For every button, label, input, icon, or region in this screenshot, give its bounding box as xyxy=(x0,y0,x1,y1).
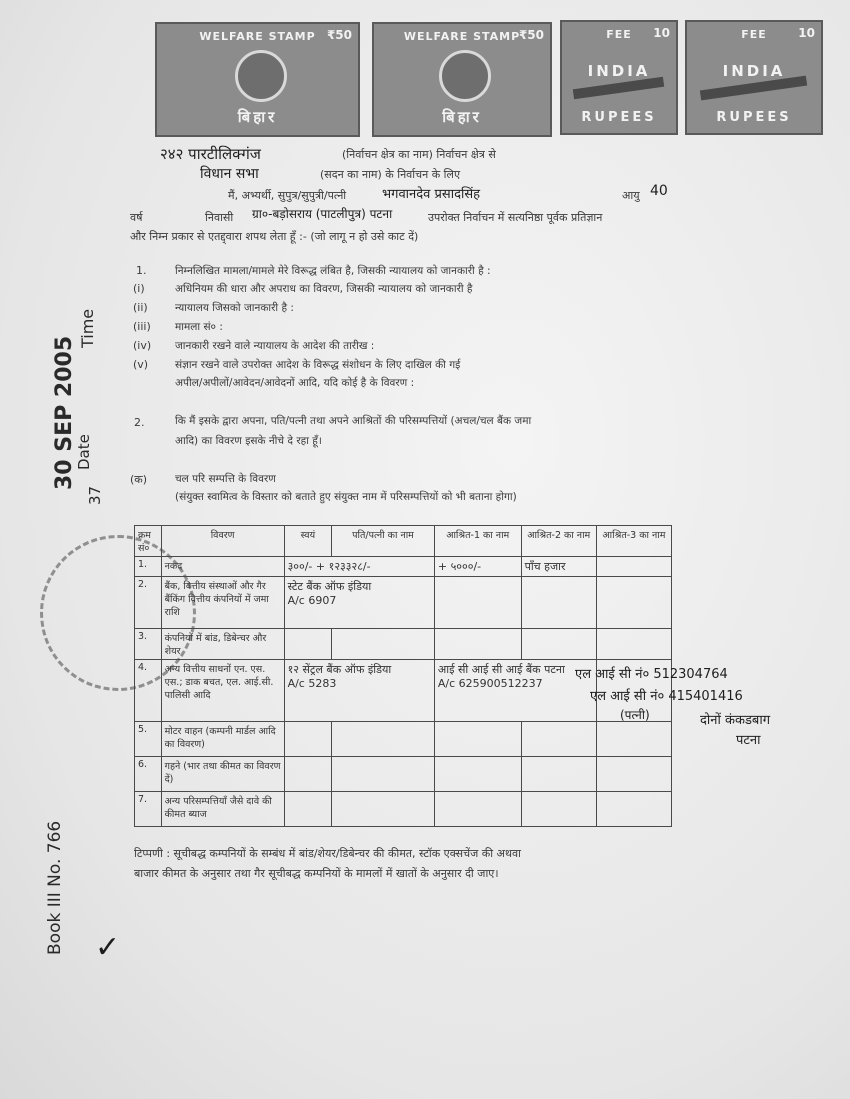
checkmark-icon: ✓ xyxy=(95,930,121,965)
footnote-line-2: बाजार कीमत के अनुसार तथा गैर सूचीबद्ध कम्पनियों के मामलों में खातों के अनुसार दी जाए। xyxy=(134,867,499,880)
table-row xyxy=(135,792,672,827)
fee-stamp-2 xyxy=(685,20,823,135)
section-ka-title: चल परि सम्पत्ति के विवरण xyxy=(175,473,276,485)
bank-name: स्टेट बैंक ऑफ इंडिया xyxy=(287,580,372,593)
table-row xyxy=(135,557,672,577)
row-self-value xyxy=(284,577,434,629)
received-date-stamp: 30 SEP 2005 xyxy=(52,335,77,490)
table-row xyxy=(135,722,672,757)
item-v-number: (v) xyxy=(133,358,149,371)
header-dependent-1: आश्रित-1 का नाम xyxy=(434,526,521,557)
section-2-number: 2. xyxy=(134,416,145,429)
house-label: (सदन का नाम) के निर्वाचन के लिए xyxy=(320,168,461,181)
stamp-title: WELFARE STAMP xyxy=(403,30,521,43)
emblem-icon xyxy=(439,50,491,102)
account-number: A/c 6907 xyxy=(287,594,337,607)
oath-text: और निम्न प्रकार से एतद्द्वारा शपथ लेता हूँ :- (जो लागू न हो उसे काट दें) xyxy=(130,230,419,243)
row-dependent-1-value xyxy=(434,577,521,629)
item-ii-number: (ii) xyxy=(133,301,148,314)
lic-note-spouse: (पत्नी) xyxy=(620,708,650,722)
row-description: मोटर वाहन (कम्पनी मार्डल आदि का विवरण) xyxy=(161,722,284,757)
row-dependent-1-value xyxy=(434,792,521,827)
lic-policy-1: एल आई सी नं० 512304764 xyxy=(575,667,728,682)
row-dependent-2-value xyxy=(521,757,596,792)
stamp-country: INDIA xyxy=(587,62,651,80)
row-description: बैंक, वित्तीय संस्थाओं और गैर बैंकिंग वित्तीय कंपनियों में जमा राशि xyxy=(161,577,284,629)
year-label: वर्ष xyxy=(130,211,143,224)
row-description: नकद xyxy=(161,557,284,577)
stamp-title: FEE xyxy=(741,28,767,41)
table-header-row xyxy=(135,526,672,557)
item-iv-number: (iv) xyxy=(133,339,152,352)
stamp-title: FEE xyxy=(606,28,632,41)
row-self-value xyxy=(284,629,332,660)
row-dependent-1-value xyxy=(434,722,521,757)
row-dependent-3-value xyxy=(596,629,671,660)
stamp-title: WELFARE STAMP xyxy=(199,30,316,43)
section-ka-subtitle: (संयुक्त स्वामित्व के विस्तार को बताते हुए संयुक्त नाम में परिसम्पत्तियों को भी बताना होगा) xyxy=(175,491,517,503)
row-dependent-1-value xyxy=(434,629,521,660)
row-dependent-2-value xyxy=(521,722,596,757)
header-spouse: पति/पत्नी का नाम xyxy=(332,526,435,557)
fee-stamp-1 xyxy=(560,20,678,135)
row-dependent-3-value xyxy=(596,722,671,757)
bank-name: आई सी आई सी आई बैंक पटना xyxy=(437,663,565,676)
footnote-line-1: टिप्पणी : सूचीबद्ध कम्पनियों के सम्बंध में बांड/शेयर/डिबेन्चर की कीमत, स्टॉक एक्सचेंज की अथवा xyxy=(134,847,521,860)
header-serial: क्रम सं० xyxy=(135,526,162,557)
stamp-state: बिहार xyxy=(237,108,278,126)
header-dependent-3: आश्रित-3 का नाम xyxy=(596,526,671,557)
row-serial: 3. xyxy=(135,629,162,660)
table-row xyxy=(135,757,672,792)
lic-policy-2: एल आई सी नं० 415401416 xyxy=(590,689,743,704)
row-dependent-3-value xyxy=(596,557,671,577)
table-row xyxy=(135,577,672,629)
section-1-number: 1. xyxy=(136,264,147,277)
row-self-value xyxy=(284,660,434,722)
row-dependent-1-value xyxy=(434,660,596,722)
row-dependent-2-value: पाँच हजार xyxy=(521,557,596,577)
row-serial: 4. xyxy=(135,660,162,722)
section-2-text: कि मैं इसके द्वारा अपना, पति/पत्नी तथा अपने आश्रितों की परिसम्पत्तियों (अचल/चल बैंक जमा xyxy=(175,415,532,427)
constituency-handwritten: २४२ पारटीलिक्गंज xyxy=(160,145,261,163)
stamp-denomination: 10 xyxy=(653,26,670,40)
lic-note-location: दोनों कंकडबाग xyxy=(700,713,771,728)
cancellation-mark xyxy=(573,77,665,100)
table-row xyxy=(135,629,672,660)
row-dependent-1-value xyxy=(434,757,521,792)
section-2-text-continued: आदि) का विवरण इसके नीचे दे रहा हूँ। xyxy=(175,435,322,447)
row-self-value: ३००/- + १२३३२८/- xyxy=(284,557,434,577)
candidate-label: मैं, अभ्यर्थी, सुपुत्र/सुपुत्री/पत्नी xyxy=(228,189,347,202)
item-v-continuation: अपील/अपीलों/आवेदन/आवेदनों आदि, यदि कोई है के विवरण : xyxy=(175,377,415,389)
account-number: A/c 5283 xyxy=(287,677,337,690)
address-handwritten: ग्रा०-बड़ोसराय (पाटलीपुत्र) पटना xyxy=(252,207,393,221)
header-description: विवरण xyxy=(161,526,284,557)
stamp-state: बिहार xyxy=(442,108,482,126)
row-self-value xyxy=(284,792,332,827)
book-number: Book III No. 766 xyxy=(45,820,65,955)
row-dependent-3-value xyxy=(596,792,671,827)
row-dependent-3-value xyxy=(596,577,671,629)
item-iii-number: (iii) xyxy=(133,320,151,333)
constituency-label: (निर्वाचन क्षेत्र का नाम) निर्वाचन क्षेत्र से xyxy=(342,148,496,161)
row-dependent-3-value xyxy=(596,757,671,792)
row-description: अन्य परिसम्पत्तियाँ जैसे दावे की कीमत ब्याज xyxy=(161,792,284,827)
stamp-country: INDIA xyxy=(722,62,786,80)
item-iv-text: जानकारी रखने वाले न्यायालय के आदेश की तारीख : xyxy=(175,340,375,352)
item-i-number: (i) xyxy=(133,282,145,295)
row-self-value xyxy=(284,722,332,757)
row-spouse-value xyxy=(332,722,435,757)
row-spouse-value xyxy=(332,792,435,827)
section-1-text: निम्नलिखित मामला/मामले मेरे विरूद्ध लंबित है, जिसकी न्यायालय को जानकारी है : xyxy=(175,265,491,277)
row-dependent-2-value xyxy=(521,792,596,827)
row-dependent-2-value xyxy=(521,577,596,629)
row-serial: 5. xyxy=(135,722,162,757)
row-dependent-2-value xyxy=(521,629,596,660)
row-serial: 1. xyxy=(135,557,162,577)
welfare-stamp-1 xyxy=(155,22,360,137)
row-self-value xyxy=(284,757,332,792)
item-v-text: संज्ञान रखने वाले उपरोक्त आदेश के विरूद्ध संशोधन के लिए दाखिल की गई xyxy=(175,359,461,371)
item-i-text: अधिनियम की धारा और अपराध का विवरण, जिसकी न्यायालय को जानकारी है xyxy=(175,283,473,295)
date-label: Date xyxy=(75,434,93,470)
age-handwritten: 40 xyxy=(650,183,668,199)
row-serial: 7. xyxy=(135,792,162,827)
row-description: अन्य वित्तीय साधनों एन. एस. एस.; डाक बचत, एल. आई.सी. पालिसी आदि xyxy=(161,660,284,722)
candidate-name-handwritten: भगवानदेव प्रसादसिंह xyxy=(382,187,481,202)
age-label: आयु xyxy=(622,189,640,202)
stamp-denomination: ₹50 xyxy=(518,28,544,42)
row-serial: 2. xyxy=(135,577,162,629)
stamp-currency: RUPEES xyxy=(581,110,657,125)
row-spouse-value xyxy=(332,629,435,660)
resident-label: निवासी xyxy=(205,211,234,224)
row-serial: 6. xyxy=(135,757,162,792)
welfare-stamp-2 xyxy=(372,22,552,137)
item-ii-text: न्यायालय जिसको जानकारी है : xyxy=(175,302,294,314)
house-handwritten: विधान सभा xyxy=(200,166,259,182)
time-label: Time xyxy=(78,308,97,348)
stamp-denomination: 10 xyxy=(798,26,815,40)
header-dependent-2: आश्रित-2 का नाम xyxy=(521,526,596,557)
row-description: कंपनियों में बांड, डिबेन्चर और शेयर xyxy=(161,629,284,660)
account-number: A/c 625900512237 xyxy=(437,677,543,690)
row-spouse-value: + ५०००/- xyxy=(434,557,521,577)
header-self: स्वयं xyxy=(284,526,332,557)
lic-note-city: पटना xyxy=(736,733,761,748)
stamp-currency: RUPEES xyxy=(716,110,792,125)
row-spouse-value xyxy=(332,757,435,792)
stamp-denomination: ₹50 xyxy=(326,28,352,42)
emblem-icon xyxy=(235,50,287,102)
bank-name: १२ सेंट्रल बैंक ऑफ इंडिया xyxy=(287,663,392,676)
item-iii-text: मामला सं० : xyxy=(175,321,223,333)
row-description: गहने (भार तथा कीमत का विवरण दें) xyxy=(161,757,284,792)
affirmation-text: उपरोक्त निर्वाचन में सत्यनिष्ठा पूर्वक प्रतिज्ञान xyxy=(428,211,603,224)
section-ka-label: (क) xyxy=(130,473,148,486)
serial-number: 37 xyxy=(86,485,104,505)
